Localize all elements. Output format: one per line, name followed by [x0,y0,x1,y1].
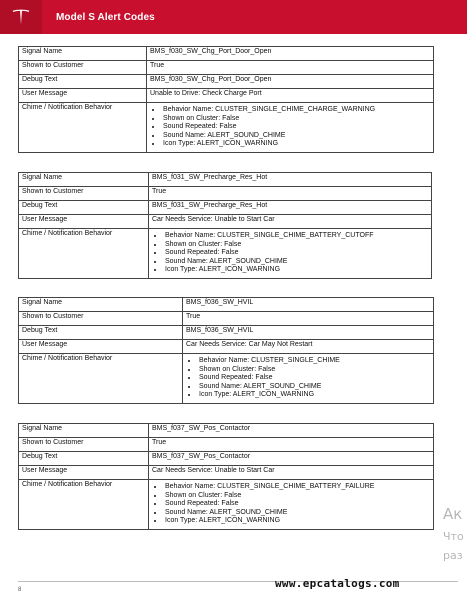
shown-on-cluster-item: • Shown on Cluster: False [164,492,430,500]
shown-to-customer-label: Shown to Customer [19,438,149,452]
signal-name-label: Signal Name [19,424,149,438]
sound-name-item: • Sound Name: ALERT_SOUND_CHIME [198,383,430,391]
overlay-text: Что [443,530,464,543]
sound-repeated-item: • Sound Repeated: False [164,500,430,508]
debug-text-label: Debug Text [19,75,147,89]
user-message-value: Car Needs Service: Unable to Start Car [149,466,434,480]
behavior-list [152,230,428,277]
tesla-logo [0,0,42,34]
alert-table [18,423,434,530]
shown-to-customer-value: True [183,312,434,326]
debug-text-label: Debug Text [19,452,149,466]
behavior-list [186,355,430,402]
signal-name-label: Signal Name [19,173,149,187]
sound-repeated-item: • Sound Repeated: False [198,374,430,382]
sound-repeated-item: • Sound Repeated: False [164,249,428,257]
chime-label: Chime / Notification Behavior [19,229,149,279]
signal-name-label: Signal Name [19,298,183,312]
debug-text-value: BMS_f037_SW_Pos_Contactor [149,452,434,466]
sound-name-item: • Sound Name: ALERT_SOUND_CHIME [164,509,430,517]
signal-name-label: Signal Name [19,47,147,61]
behavior-cell [183,354,434,404]
chime-label: Chime / Notification Behavior [19,103,147,153]
shown-on-cluster-item: • Shown on Cluster: False [164,241,428,249]
shown-to-customer-value: True [147,61,434,75]
page-header [0,0,467,34]
icon-type-item: • Icon Type: ALERT_ICON_WARNING [164,266,428,274]
shown-to-customer-label: Shown to Customer [19,312,183,326]
debug-text-label: Debug Text [19,326,183,340]
chime-label: Chime / Notification Behavior [19,354,183,404]
signal-name-value: BMS_f031_SW_Precharge_Res_Hot [149,173,432,187]
icon-type-item: • Icon Type: ALERT_ICON_WARNING [198,391,430,399]
user-message-label: User Message [19,466,149,480]
debug-text-label: Debug Text [19,201,149,215]
user-message-label: User Message [19,215,149,229]
behavior-cell [147,103,434,153]
sound-name-item: • Sound Name: ALERT_SOUND_CHIME [164,258,428,266]
behavior-cell [149,229,432,279]
signal-name-value: BMS_f037_SW_Pos_Contactor [149,424,434,438]
sound-name-item: • Sound Name: ALERT_SOUND_CHIME [162,132,430,140]
page-title: Model S Alert Codes [56,11,155,23]
signal-name-value: BMS_f030_SW_Chg_Port_Door_Open [147,47,434,61]
watermark: www.epcatalogs.com [275,577,400,590]
shown-to-customer-value: True [149,187,432,201]
shown-to-customer-label: Shown to Customer [19,187,149,201]
behavior-list [150,104,430,151]
sound-repeated-item: • Sound Repeated: False [162,123,430,131]
user-message-value: Car Needs Service: Unable to Start Car [149,215,432,229]
behavior-name-item: • Behavior Name: CLUSTER_SINGLE_CHIME [198,357,430,365]
shown-on-cluster-item: • Shown on Cluster: False [162,115,430,123]
user-message-value: Unable to Drive: Check Charge Port [147,89,434,103]
user-message-label: User Message [19,340,183,354]
behavior-name-item: • Behavior Name: CLUSTER_SINGLE_CHIME_BATTERY_FAILURE [164,483,430,491]
user-message-label: User Message [19,89,147,103]
alert-table [18,297,434,404]
tesla-logo-icon [11,7,31,27]
overlay-text: раз [443,549,463,562]
debug-text-value: BMS_f031_SW_Precharge_Res_Hot [149,201,432,215]
debug-text-value: BMS_f036_SW_HVIL [183,326,434,340]
debug-text-value: BMS_f030_SW_Chg_Port_Door_Open [147,75,434,89]
behavior-list [152,481,430,528]
page-number: 8 [18,587,22,593]
overlay-text: Ак [443,505,463,523]
icon-type-item: • Icon Type: ALERT_ICON_WARNING [164,517,430,525]
signal-name-value: BMS_f036_SW_HVIL [183,298,434,312]
behavior-cell [149,480,434,530]
user-message-value: Car Needs Service: Car May Not Restart [183,340,434,354]
chime-label: Chime / Notification Behavior [19,480,149,530]
shown-on-cluster-item: • Shown on Cluster: False [198,366,430,374]
shown-to-customer-value: True [149,438,434,452]
alert-table [18,46,434,153]
alert-table [18,172,432,279]
icon-type-item: • Icon Type: ALERT_ICON_WARNING [162,140,430,148]
shown-to-customer-label: Shown to Customer [19,61,147,75]
behavior-name-item: • Behavior Name: CLUSTER_SINGLE_CHIME_BATTERY_CUTOFF [164,232,428,240]
behavior-name-item: • Behavior Name: CLUSTER_SINGLE_CHIME_CHARGE_WARNING [162,106,430,114]
